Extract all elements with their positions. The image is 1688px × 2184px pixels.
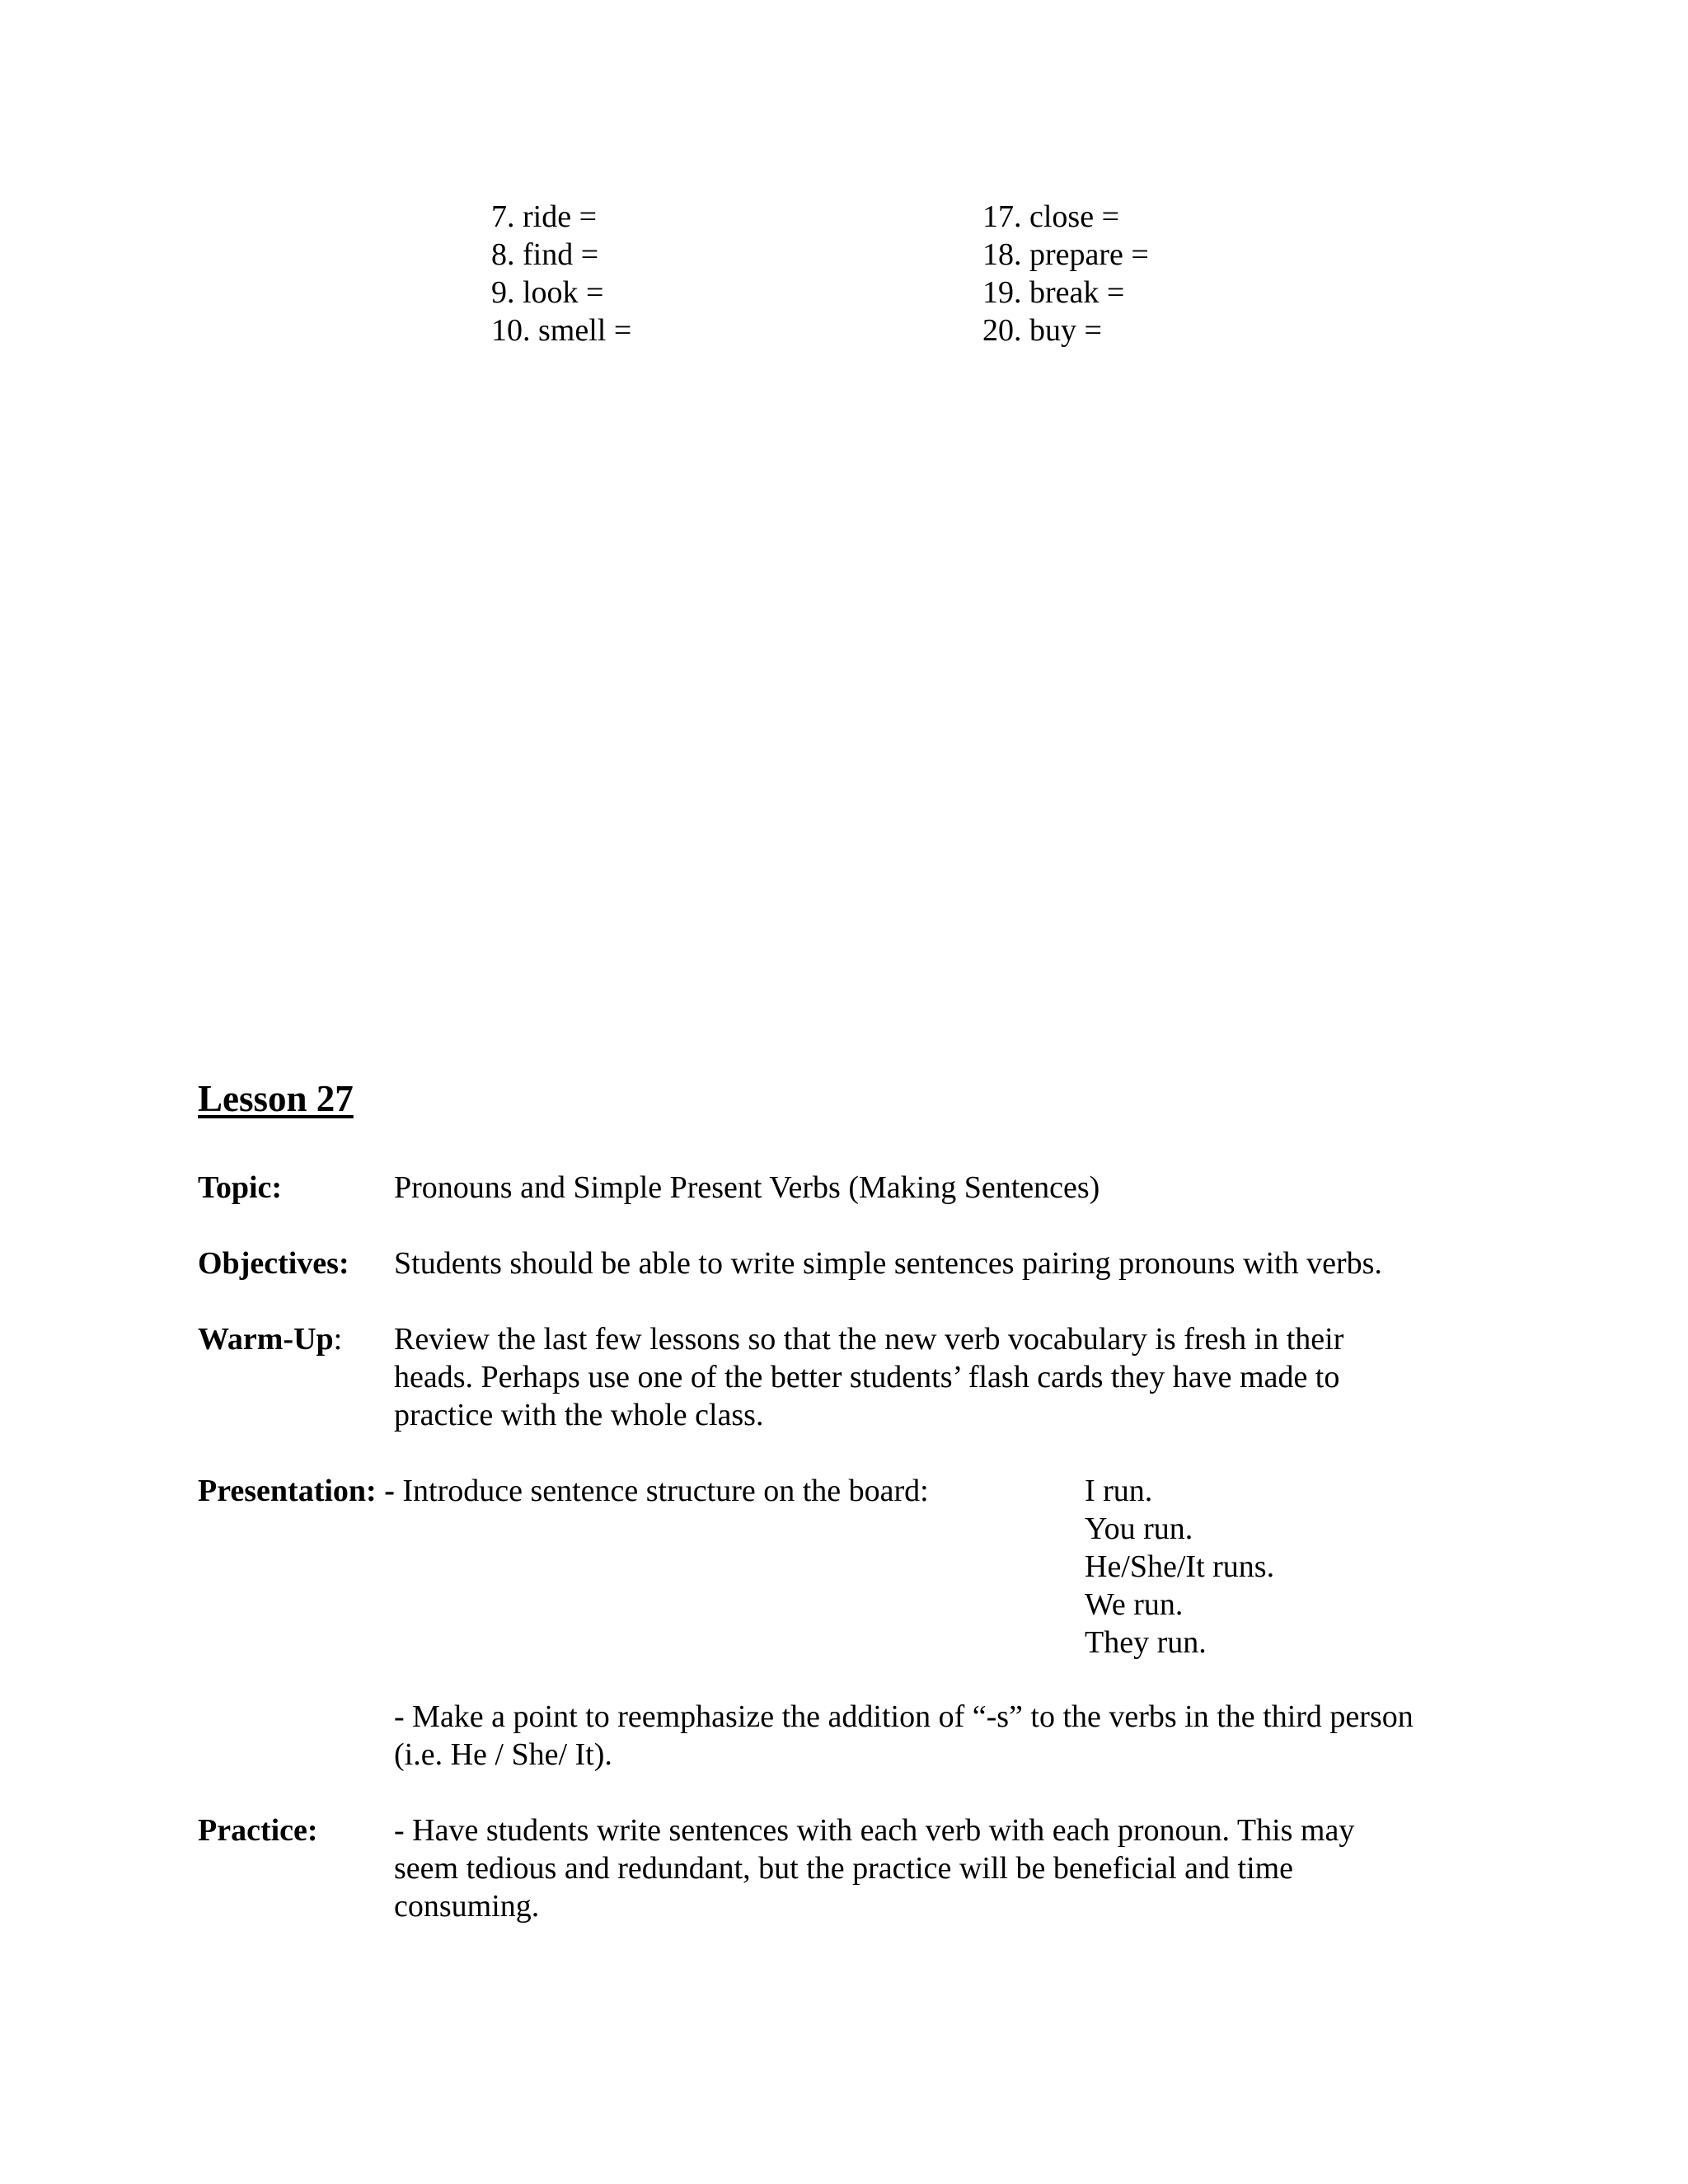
objectives-label: Objectives:	[198, 1246, 349, 1281]
example-sentence: They run.	[1085, 1625, 1207, 1660]
vocab-item: 9. look =	[491, 275, 604, 310]
presentation-note-line: - Make a point to reemphasize the addition of “-s” to the verbs in the third person	[394, 1699, 1414, 1734]
warm-up-line: Review the last few lessons so that the new verb vocabulary is fresh in their	[394, 1322, 1344, 1357]
objectives-text: Students should be able to write simple sentences pairing pronouns with verbs.	[394, 1246, 1382, 1281]
lesson-title: Lesson 27	[198, 1078, 354, 1119]
example-sentence: We run.	[1085, 1587, 1184, 1622]
vocab-item: 8. find =	[491, 237, 599, 272]
warm-up-label-text: Warm-Up	[198, 1322, 334, 1357]
presentation-note	[394, 1698, 1414, 1774]
topic-label: Topic:	[198, 1170, 283, 1205]
vocab-item: 18. prepare =	[982, 237, 1149, 272]
presentation-text: Introduce sentence structure on the board:	[394, 1474, 929, 1508]
presentation-label: Presentation: -	[198, 1474, 395, 1508]
example-sentence: He/She/It runs.	[1085, 1549, 1275, 1584]
topic-text: Pronouns and Simple Present Verbs (Making Sentences)	[394, 1170, 1100, 1205]
warm-up-label-colon: :	[333, 1322, 343, 1357]
vocab-item: 19. break =	[982, 275, 1125, 310]
warm-up-line: heads. Perhaps use one of the better students’ flash cards they have made to	[394, 1360, 1340, 1394]
presentation-note-line: (i.e. He / She/ It).	[394, 1737, 612, 1772]
example-sentence: I run.	[1085, 1474, 1153, 1508]
practice-line: - Have students write sentences with each verb with each pronoun. This may	[394, 1813, 1355, 1848]
vocab-item: 20. buy =	[982, 313, 1102, 348]
presentation-row	[198, 1472, 929, 1510]
vocab-item: 17. close =	[982, 199, 1120, 234]
vocab-item: 10. smell =	[491, 313, 632, 348]
warm-up-label	[198, 1320, 342, 1358]
practice-text	[394, 1811, 1354, 1925]
vocab-list-right	[982, 198, 1149, 349]
warm-up-text	[394, 1320, 1343, 1434]
warm-up-line: practice with the whole class.	[394, 1398, 764, 1432]
vocab-item: 7. ride =	[491, 199, 598, 234]
practice-line: seem tedious and redundant, but the practice will be beneficial and time	[394, 1851, 1294, 1886]
practice-line: consuming.	[394, 1889, 540, 1924]
vocab-list-left	[491, 198, 631, 349]
example-sentence: You run.	[1085, 1511, 1193, 1546]
practice-label: Practice:	[198, 1813, 318, 1848]
presentation-examples	[1085, 1472, 1274, 1661]
